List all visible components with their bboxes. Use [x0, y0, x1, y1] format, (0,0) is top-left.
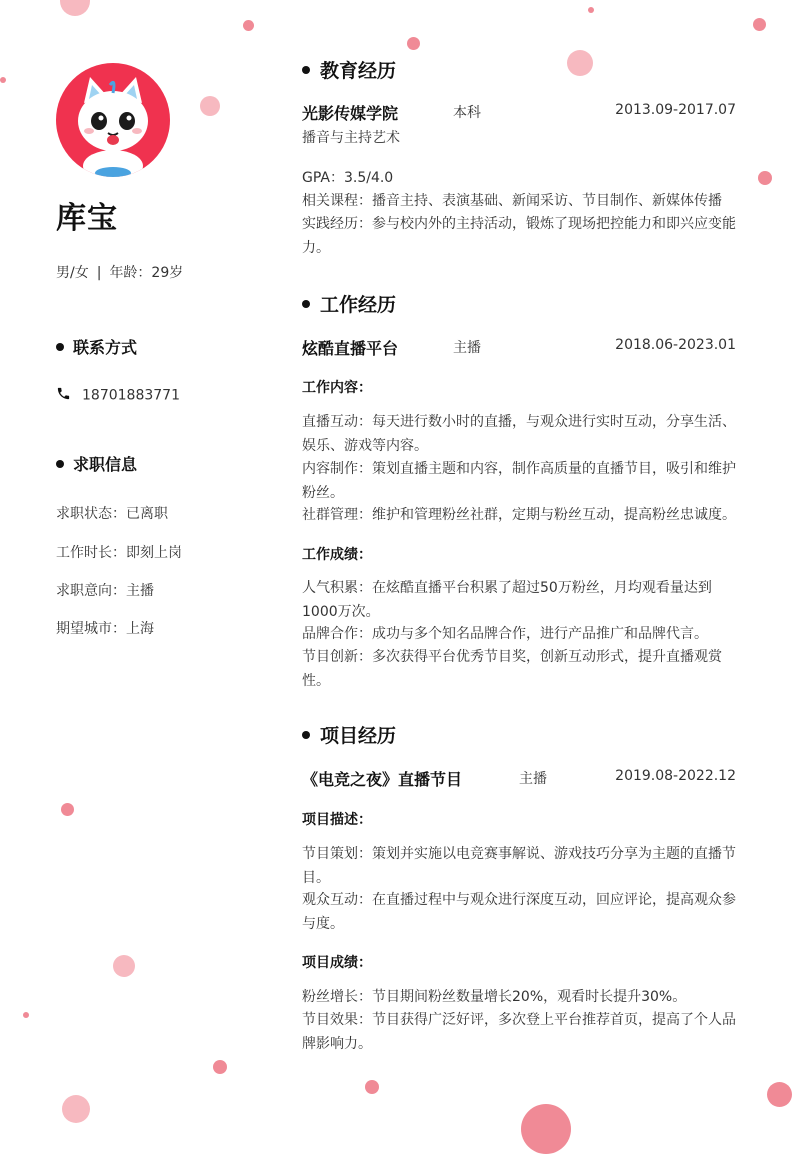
- work-achievements-heading: 工作成绩：: [302, 547, 372, 563]
- degree: 本科: [453, 105, 481, 121]
- major: 播音与主持艺术: [302, 130, 400, 146]
- work-content-heading: 工作内容：: [302, 380, 372, 396]
- project-heading: 项目经历: [302, 721, 396, 748]
- school-name: 光影传媒学院: [302, 104, 399, 123]
- gender: 男/女: [56, 265, 89, 281]
- company-name: 炫酷直播平台: [302, 339, 399, 358]
- gpa: GPA：3.5/4.0: [302, 170, 394, 186]
- work-achievement-3: 节目创新：多次获得平台优秀节目奖，创新互动形式，提升直播观赏性。: [302, 649, 722, 689]
- work-achievement-2: 品牌合作：成功与多个知名品牌合作，进行产品推广和品牌代言。: [302, 626, 708, 642]
- age: 年龄：29岁: [109, 265, 184, 281]
- project-row: [302, 767, 736, 791]
- bullet-icon: [302, 731, 310, 739]
- project-result-2: 节目效果：节目获得广泛好评，多次登上平台推荐首页，提高了个人品牌影响力。: [302, 1012, 736, 1052]
- work-content-2: 内容制作：策划直播主题和内容，制作高质量的直播节目，吸引和维护粉丝。: [302, 461, 736, 501]
- practice: 实践经历：参与校内外的主持活动，锻炼了现场把控能力和即兴应变能力。: [302, 216, 736, 256]
- job-heading: 求职信息: [56, 452, 137, 475]
- work-row: [302, 336, 736, 360]
- candidate-name: 库宝: [56, 201, 118, 236]
- work-content-3: 社群管理：维护和管理粉丝社群，定期与粉丝互动，提高粉丝忠诚度。: [302, 507, 736, 523]
- project-desc-1: 节目策划：策划并实施以电竞赛事解说、游戏技巧分享为主题的直播节目。: [302, 846, 736, 886]
- phone-number: 18701883771: [82, 387, 180, 404]
- project-date: 2019.08-2022.12: [615, 768, 736, 784]
- project-role: 主播: [519, 771, 547, 787]
- work-heading: 工作经历: [302, 290, 396, 317]
- courses: 相关课程：播音主持、表演基础、新闻采访、节目制作、新媒体传播: [302, 193, 722, 209]
- basic-info: [56, 262, 183, 282]
- bullet-icon: [302, 300, 310, 308]
- education-date: 2013.09-2017.07: [615, 102, 736, 118]
- contact-heading: 联系方式: [56, 335, 137, 358]
- bullet-icon: [56, 460, 64, 468]
- cat-mascot-icon: [56, 63, 170, 177]
- bullet-icon: [302, 66, 310, 74]
- work-date: 2018.06-2023.01: [615, 337, 736, 353]
- job-city: 期望城市：上海: [56, 621, 154, 637]
- education-heading: 教育经历: [302, 56, 396, 83]
- bullet-icon: [56, 343, 64, 351]
- job-status: 求职状态：已离职: [56, 506, 168, 522]
- job-availability: 工作时长：即刻上岗: [56, 545, 182, 561]
- work-content-1: 直播互动：每天进行数小时的直播，与观众进行实时互动，分享生活、娱乐、游戏等内容。: [302, 414, 736, 454]
- job-intention: 求职意向：主播: [56, 583, 154, 599]
- divider: |: [96, 265, 102, 281]
- education-row: [302, 101, 736, 125]
- phone-icon: [56, 386, 72, 405]
- project-results-heading: 项目成绩：: [302, 955, 372, 971]
- project-desc-2: 观众互动：在直播过程中与观众进行深度互动，回应评论，提高观众参与度。: [302, 892, 736, 932]
- work-role: 主播: [453, 340, 481, 356]
- project-result-1: 粉丝增长：节目期间粉丝数量增长20%，观看时长提升30%。: [302, 989, 687, 1005]
- work-achievement-1: 人气积累：在炫酷直播平台积累了超过50万粉丝，月均观看量达到1000万次。: [302, 580, 712, 620]
- contact-phone: [56, 386, 180, 405]
- project-name: 《电竞之夜》直播节目: [302, 770, 463, 789]
- project-desc-heading: 项目描述：: [302, 812, 372, 828]
- avatar: [56, 63, 170, 177]
